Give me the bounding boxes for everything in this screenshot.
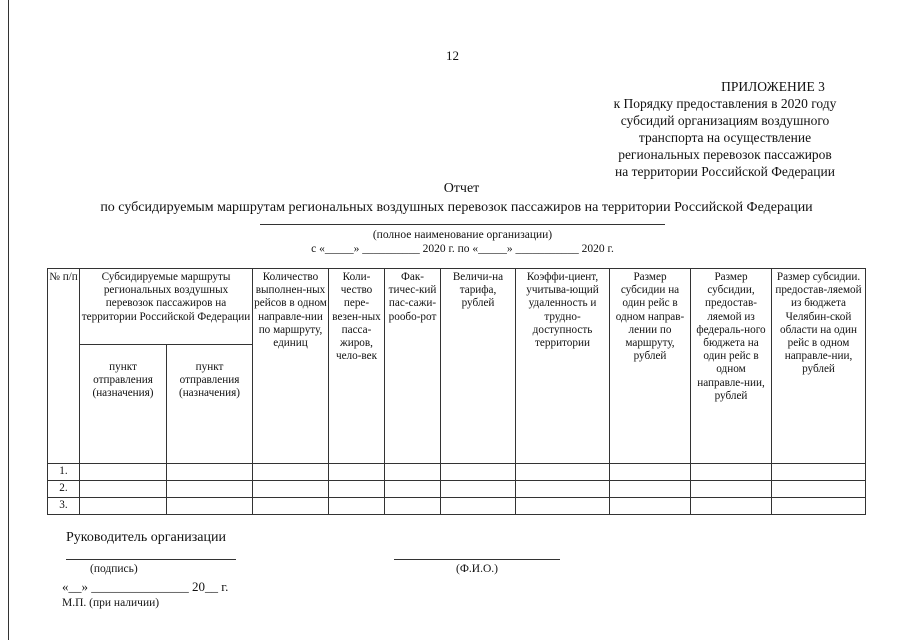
table-cell [253,481,329,498]
table-cell [329,481,385,498]
table-cell [80,481,167,498]
header-turnover: Фак-тичес-кий пас-сажи-рообо-рот [385,269,441,464]
table-cell [691,481,772,498]
row-number: 2. [48,481,80,498]
table-cell [772,464,866,481]
row-number: 3. [48,498,80,515]
table-cell [441,481,516,498]
table-cell [516,464,610,481]
report-period: с «_____» __________ 2020 г. по «_____» ___________ 2020 г. [311,243,614,255]
table-cell [329,498,385,515]
table-cell [253,464,329,481]
table-row [48,481,866,498]
signature-label: (подпись) [90,563,138,575]
header-federal-subsidy: Размер субсидии, предостав-ляемой из федераль-ного бюджета на один рейс в одном направле-нии, рублей [691,269,772,464]
table-cell [691,464,772,481]
fio-label: (Ф.И.О.) [456,563,498,575]
fio-line [394,559,560,560]
report-subtitle: по субсидируемым маршрутам региональных воздушных перевозок пассажиров на территории Российской Федерации [100,200,813,215]
table-row [48,464,866,481]
appendix-line: транспорта на осуществление [638,130,812,145]
table-cell [516,498,610,515]
header-passengers: Коли-чество пере-везен-ных пасса-жиров, чело-век [329,269,385,464]
table-cell [516,481,610,498]
table-cell [441,498,516,515]
appendix-block [560,78,890,180]
organization-name-label: (полное наименование организации) [372,229,553,241]
table-cell [385,498,441,515]
header-num: № п/п [48,269,80,464]
signature-line [66,559,236,560]
table-cell [610,481,691,498]
appendix-line: на территории Российской Федерации [615,164,835,179]
table-row [48,498,866,515]
table-cell [167,481,253,498]
table-cell [610,464,691,481]
organization-name-line [260,224,665,225]
table-cell [772,498,866,515]
appendix-line: субсидий организациям воздушного [620,113,830,128]
table-cell [167,498,253,515]
appendix-title: ПРИЛОЖЕНИЕ 3 [721,79,825,94]
table-cell [441,464,516,481]
header-tariff: Величи-на тарифа, рублей [441,269,516,464]
signature-heading: Руководитель организации [66,530,226,545]
table-cell [253,498,329,515]
header-departure: пункт отправления (назначения) [80,345,167,464]
table-cell [80,464,167,481]
table-cell [772,481,866,498]
row-number: 1. [48,464,80,481]
signature-date: «__» _______________ 20__ г. [62,579,229,594]
table-cell [80,498,167,515]
header-regional-subsidy: Размер субсидии. предостав-ляемой из бюджета Челябин-ской области на один рейс в одном направле-нии, рублей [772,269,866,464]
stamp-note: М.П. (при наличии) [62,597,160,609]
table-cell [691,498,772,515]
report-table [47,268,866,515]
header-destination: пункт отправления (назначения) [167,345,253,464]
appendix-line: к Порядку предоставления в 2020 году [613,96,837,111]
table-cell [329,464,385,481]
report-title: Отчет [443,181,480,196]
header-coefficient: Коэффи-циент, учитыва-ющий удаленность и трудно-доступность территории [516,269,610,464]
header-routes: Субсидируемые маршруты региональных воздушных перевозок пассажиров на территории Российской Федерации [80,269,253,345]
header-subsidy-per-flight: Размер субсидии на один рейс в одном направ-лении по маршруту, рублей [610,269,691,464]
table-cell [385,481,441,498]
appendix-line: региональных перевозок пассажиров [618,147,832,162]
table-cell [167,464,253,481]
page-edge-line [8,0,9,640]
table-cell [385,464,441,481]
header-flights: Количество выполнен-ных рейсов в одном направле-нии по маршруту, единиц [253,269,329,464]
table-cell [610,498,691,515]
page-number: 12 [446,48,459,63]
